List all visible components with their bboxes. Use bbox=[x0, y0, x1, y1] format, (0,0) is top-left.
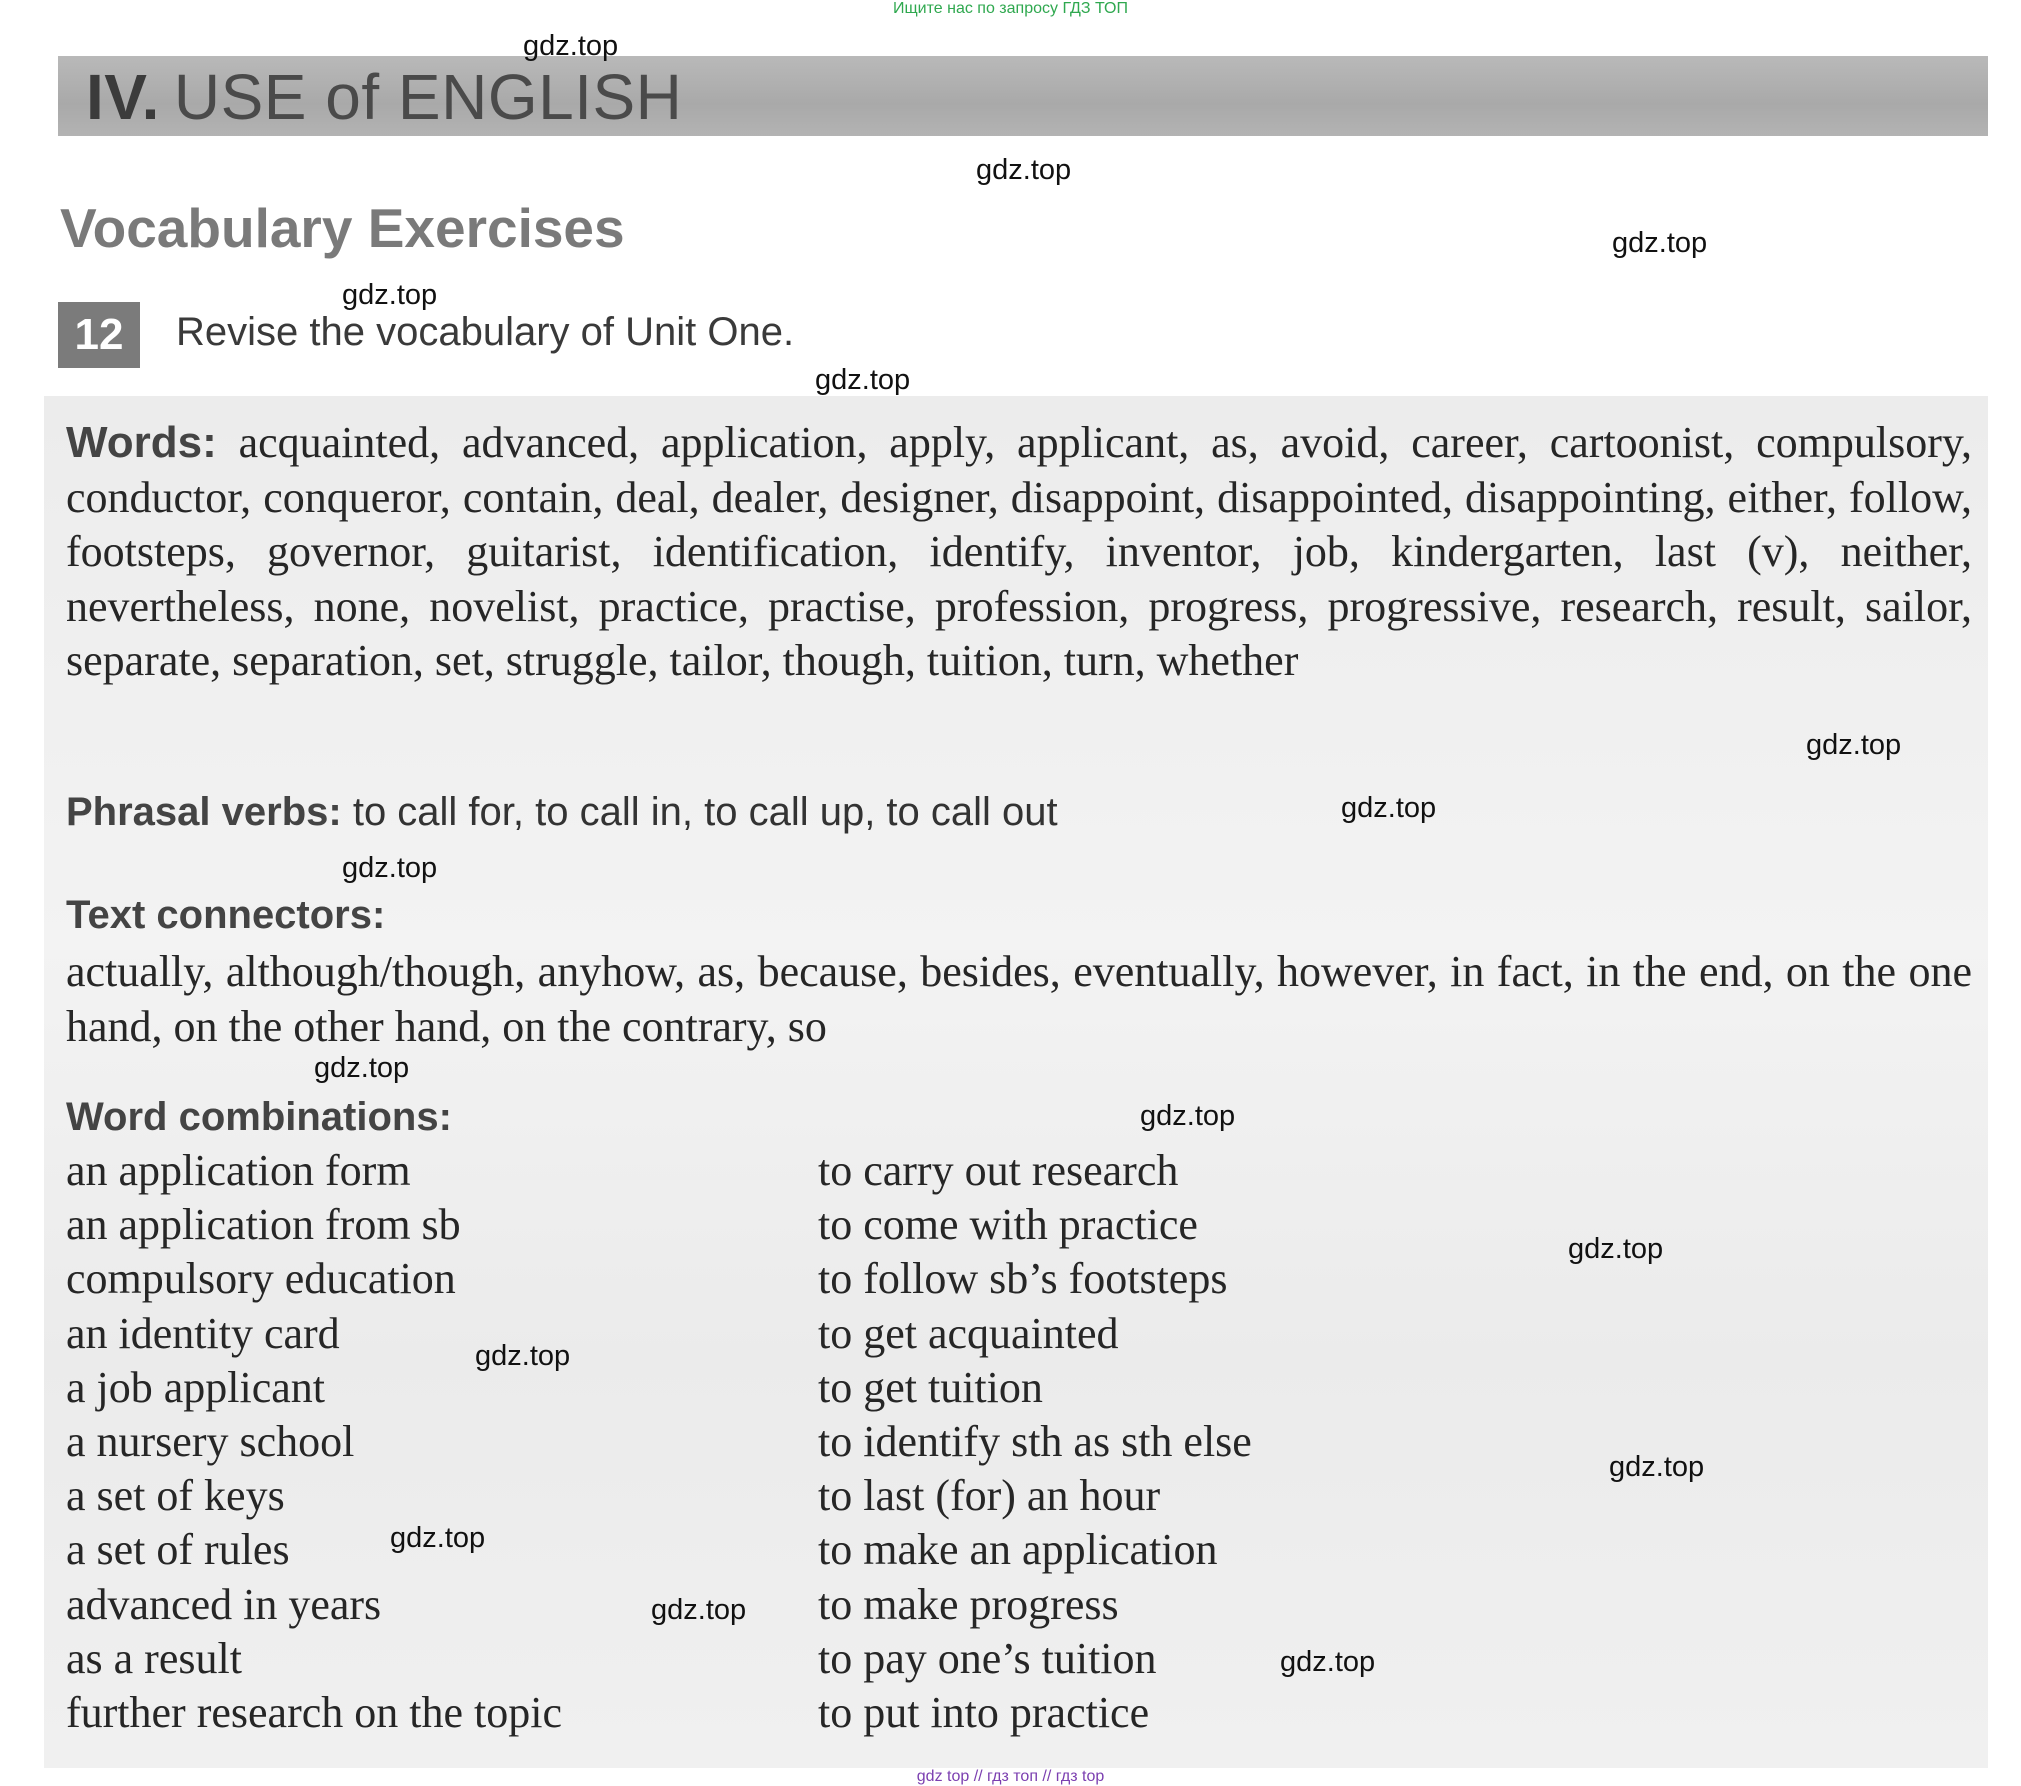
phrasal-verbs-label: Phrasal verbs: bbox=[66, 790, 342, 834]
word-combinations-left-column bbox=[66, 1144, 562, 1740]
phrasal-verbs-list: to call for, to call in, to call up, to call out bbox=[352, 790, 1058, 834]
list-item: to last (for) an hour bbox=[818, 1471, 1161, 1521]
phrasal-verbs-section bbox=[66, 790, 1058, 835]
list-item: further research on the topic bbox=[66, 1688, 562, 1738]
list-item: to get acquainted bbox=[818, 1308, 1119, 1358]
watermark: gdz.top bbox=[1609, 1451, 1705, 1483]
watermark: gdz.top bbox=[523, 30, 619, 62]
list-item: compulsory education bbox=[66, 1254, 456, 1304]
list-item: to make progress bbox=[818, 1579, 1119, 1629]
list-item: to come with practice bbox=[818, 1200, 1198, 1250]
section-title-text: USE of ENGLISH bbox=[173, 61, 683, 133]
watermark: gdz.top bbox=[1612, 227, 1708, 259]
exercise-instruction: Revise the vocabulary of Unit One. bbox=[176, 310, 795, 354]
words-list: acquainted, advanced, application, apply, applicant, as, avoid, career, cartoonist, compulsory, conductor, conqueror, contain, deal, dealer, designer, disappoint, disappointed, disappointing, either, follow, footsteps, governor, guitarist, identification, identify, inventor, job, kindergarten, last (v), neither, nevertheless, none, novelist, practice, practise, profession, progress, progressive, research, result, sailor, separate, separation, set, struggle, tailor, though, tuition, turn, whether bbox=[66, 418, 1973, 685]
watermark: gdz.top bbox=[475, 1340, 571, 1372]
list-item: to get tuition bbox=[818, 1362, 1043, 1412]
list-item: to make an application bbox=[818, 1525, 1218, 1575]
site-note-top: Ищите нас по запросу ГДЗ ТОП bbox=[893, 0, 1128, 17]
watermark: gdz.top bbox=[815, 364, 911, 396]
list-item: as a result bbox=[66, 1633, 242, 1683]
word-combinations-right-column bbox=[818, 1144, 1252, 1740]
words-section bbox=[66, 416, 1972, 689]
list-item: a nursery school bbox=[66, 1417, 355, 1467]
watermark: gdz.top bbox=[1568, 1233, 1664, 1265]
list-item: advanced in years bbox=[66, 1579, 382, 1629]
watermark: gdz.top bbox=[1140, 1100, 1236, 1132]
watermark: gdz.top bbox=[342, 852, 438, 884]
watermark: gdz.top bbox=[651, 1594, 747, 1626]
section-title bbox=[86, 60, 682, 134]
list-item: to pay one’s tuition bbox=[818, 1633, 1157, 1683]
text-connectors-list: actually, although/though, anyhow, as, because, besides, eventually, however, in fact, in the end, on the one hand, on the other hand, on the contrary, so bbox=[66, 947, 1972, 1051]
watermark: gdz.top bbox=[976, 154, 1072, 186]
list-item: to put into practice bbox=[818, 1688, 1150, 1738]
section-header-bar bbox=[58, 56, 1988, 136]
watermark: gdz.top bbox=[314, 1052, 410, 1084]
list-item: an application form bbox=[66, 1146, 411, 1195]
site-note-bottom: gdz top // гдз топ // гдз top bbox=[916, 1768, 1105, 1785]
watermark: gdz.top bbox=[1341, 792, 1437, 824]
words-label: Words: bbox=[66, 418, 217, 467]
watermark: gdz.top bbox=[390, 1522, 486, 1554]
list-item: an application from sb bbox=[66, 1200, 461, 1250]
word-combinations-label: Word combinations: bbox=[66, 1095, 452, 1139]
subsection-title: Vocabulary Exercises bbox=[60, 197, 625, 259]
watermark: gdz.top bbox=[1806, 729, 1902, 761]
exercise-number-badge: 12 bbox=[58, 302, 140, 368]
list-item: a job applicant bbox=[66, 1362, 326, 1412]
list-item: to carry out research bbox=[818, 1146, 1179, 1195]
section-number: IV. bbox=[86, 61, 160, 133]
list-item: to follow sb’s footsteps bbox=[818, 1254, 1228, 1304]
list-item: a set of rules bbox=[66, 1525, 290, 1575]
watermark: gdz.top bbox=[1280, 1646, 1376, 1678]
list-item: a set of keys bbox=[66, 1471, 285, 1521]
watermark: gdz.top bbox=[342, 279, 438, 311]
list-item: to identify sth as sth else bbox=[818, 1417, 1252, 1467]
list-item: an identity card bbox=[66, 1308, 340, 1358]
text-connectors-label: Text connectors: bbox=[66, 893, 386, 937]
